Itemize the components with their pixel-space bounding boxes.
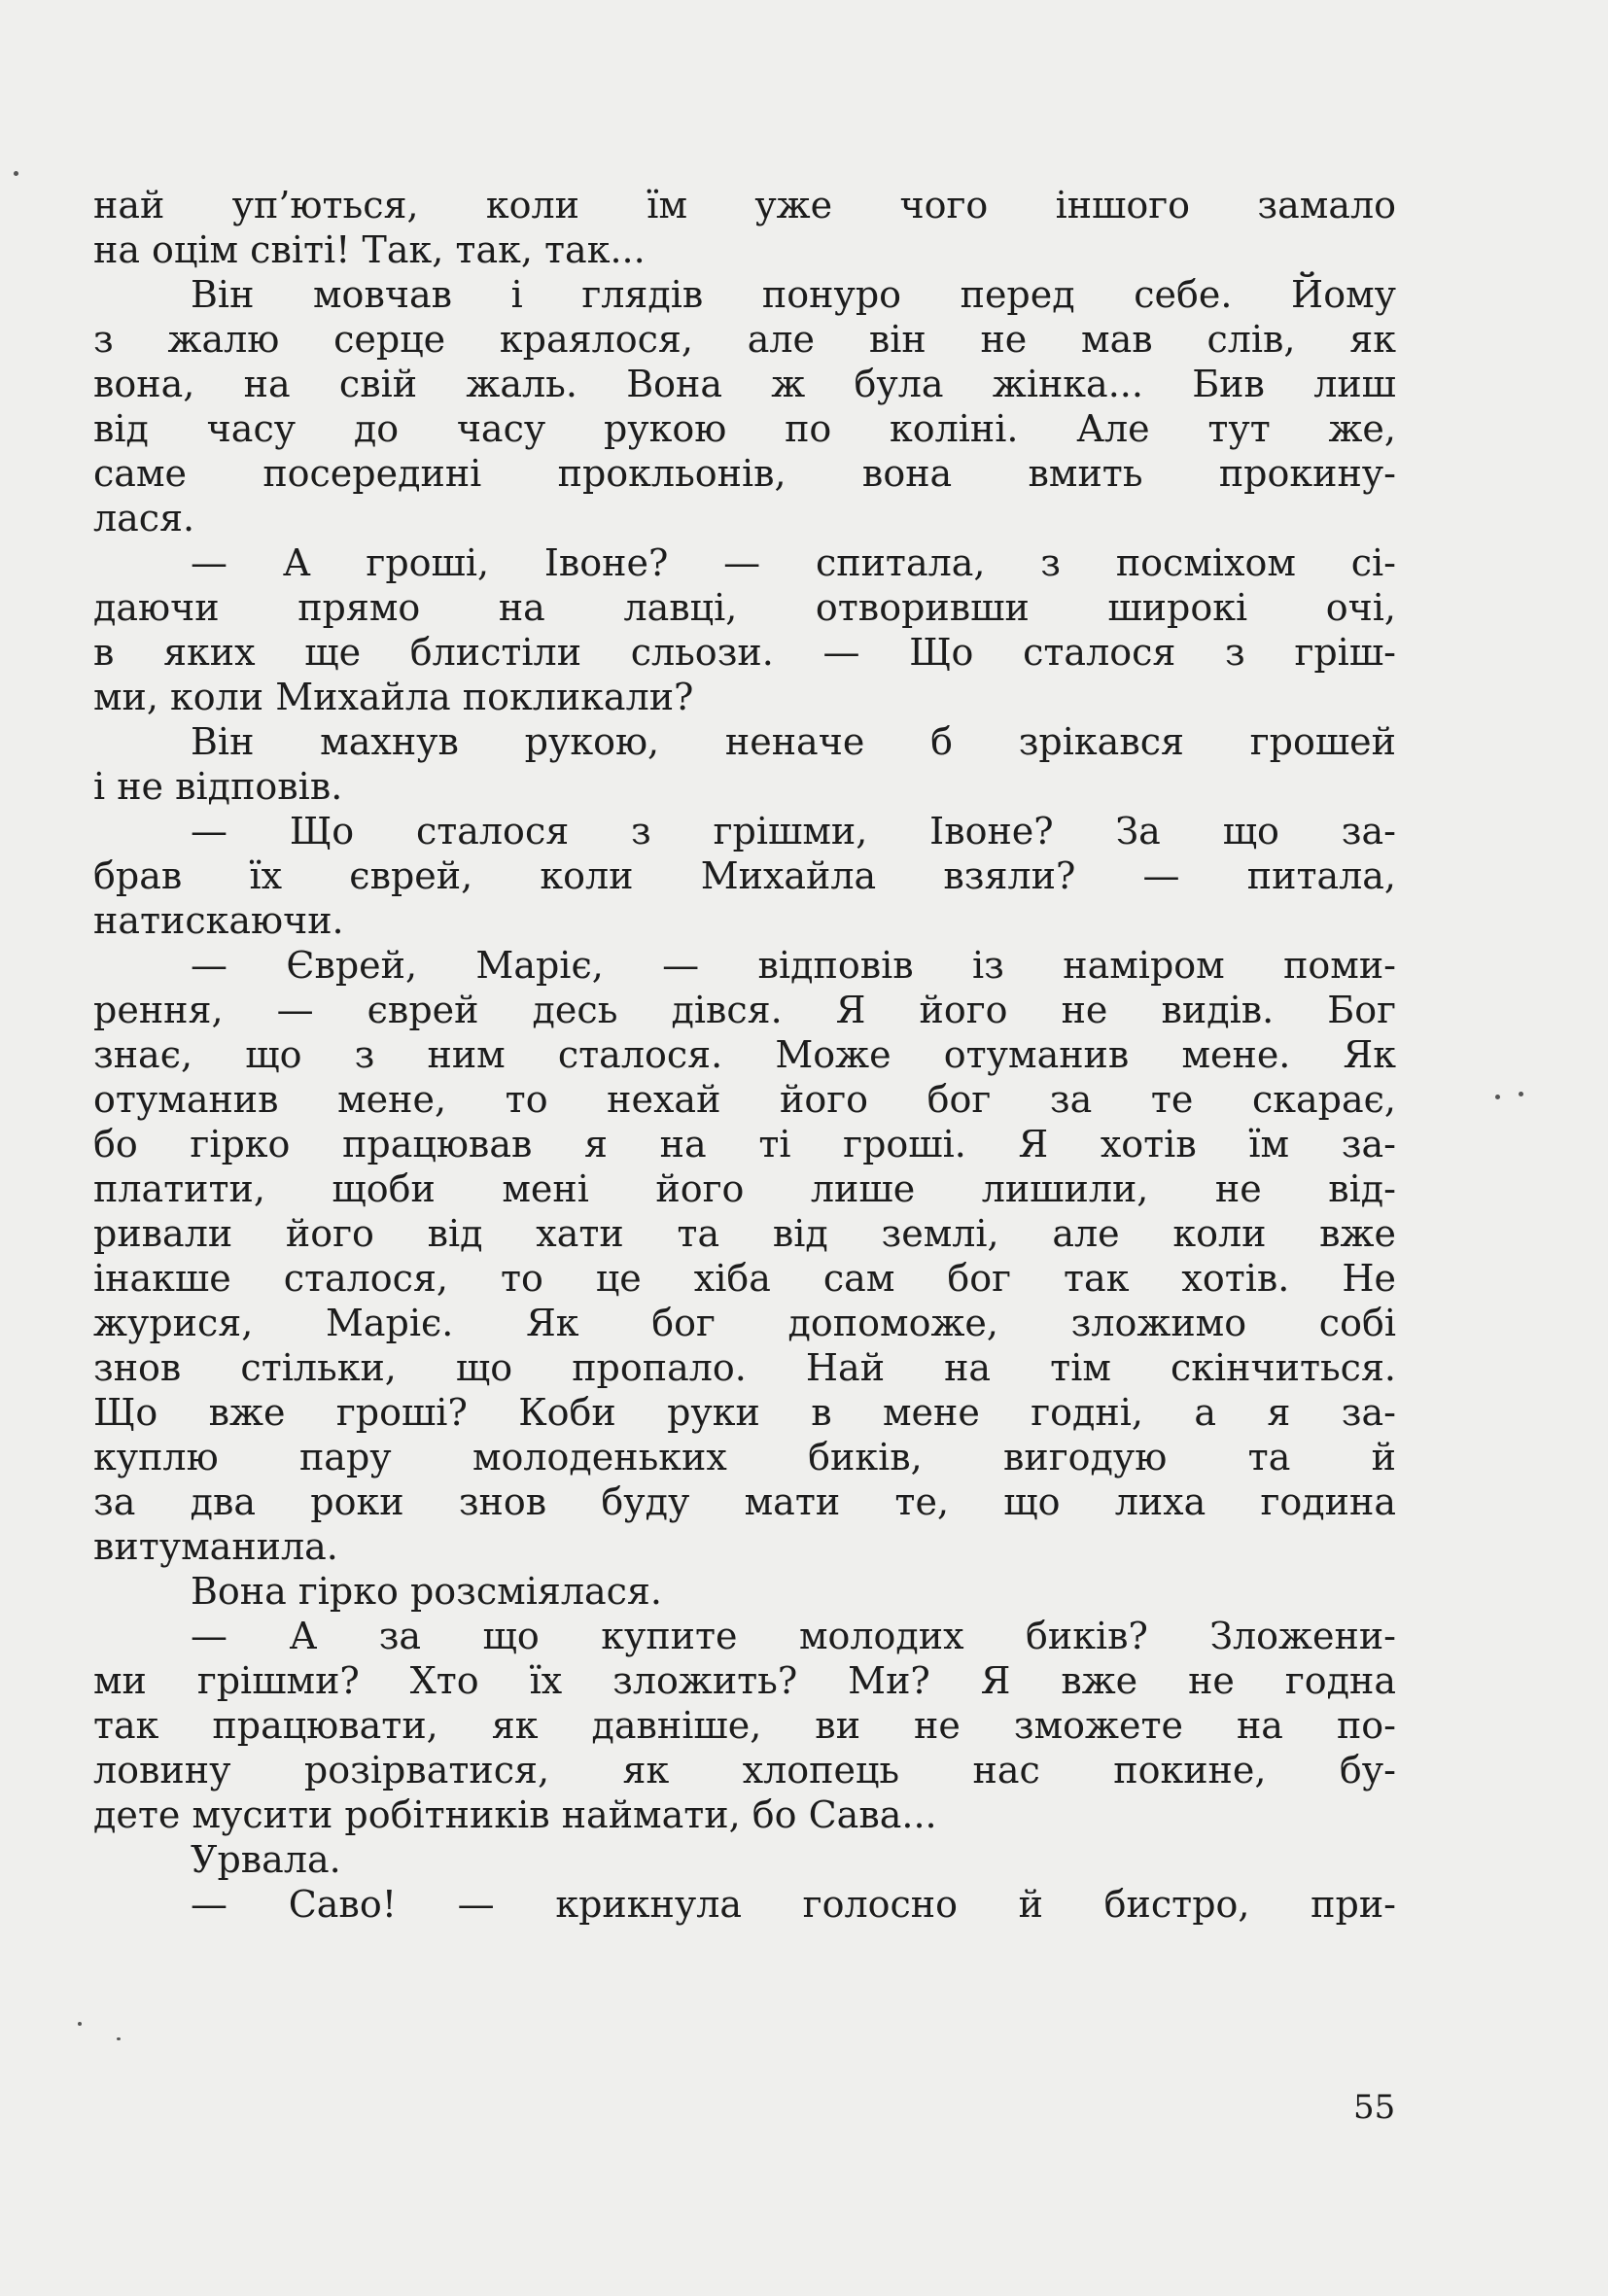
- text-line: куплю пару молоденьких биків, вигодую та й: [93, 1436, 1396, 1478]
- text-line: ми, коли Михайла покликали?: [93, 676, 694, 718]
- text-line: брав їх єврей, коли Михайла взяли? — питала,: [93, 854, 1396, 897]
- text-line: — Що сталося з грішми, Івоне? За що за-: [191, 810, 1396, 852]
- text-line: від часу до часу рукою по коліні. Але тут же,: [93, 407, 1396, 450]
- text-line: за два роки знов буду мати те, що лиха година: [93, 1480, 1396, 1523]
- decorative-speck: [14, 171, 18, 176]
- text-line: в яких ще блистіли сльози. — Що сталося з гріш-: [93, 631, 1396, 674]
- page-number: 55: [1353, 2088, 1396, 2127]
- text-line: знов стільки, що пропало. Най на тім скінчиться.: [93, 1346, 1396, 1389]
- text-line: ривали його від хати та від землі, але коли вже: [93, 1212, 1396, 1255]
- text-line: — А за що купите молодих биків? Зложени-: [191, 1615, 1396, 1657]
- text-line: так працювати, як давніше, ви не зможете на по-: [93, 1704, 1396, 1747]
- text-line: з жалю серце краялося, але він не мав слів, як: [93, 318, 1396, 361]
- text-line: — Саво! — крикнула голосно й бистро, при-: [191, 1883, 1396, 1926]
- text-line: Він махнув рукою, неначе б зрікався грошей: [191, 720, 1396, 763]
- text-line: на оцім світі! Так, так, так...: [93, 228, 646, 271]
- text-line: най уп’ються, коли їм уже чого іншого замало: [93, 184, 1396, 226]
- text-line: даючи прямо на лавці, отворивши широкі очі,: [93, 586, 1396, 629]
- text-line: саме посередині прокльонів, вона вмить прокину-: [93, 452, 1396, 495]
- decorative-speck: [78, 2022, 82, 2026]
- text-line: ми грішми? Хто їх зложить? Ми? Я вже не годна: [93, 1659, 1396, 1702]
- text-line: — Єврей, Маріє, — відповів із наміром поми-: [191, 944, 1396, 987]
- text-line: витуманила.: [93, 1525, 338, 1568]
- text-line: рення, — єврей десь дівся. Я його не видів. Бог: [93, 989, 1396, 1031]
- text-line: Він мовчав і глядів понуро перед себе. Йому: [191, 273, 1396, 316]
- text-line: ловину розірватися, як хлопець нас покине, бу-: [93, 1749, 1396, 1792]
- text-line: — А гроші, Івоне? — спитала, з посміхом сі-: [191, 541, 1396, 584]
- decorative-speck: [1519, 1092, 1523, 1096]
- text-line: вона, на свій жаль. Вона ж була жінка... Бив лиш: [93, 363, 1396, 405]
- text-line: знає, що з ним сталося. Може отуманив мене. Як: [93, 1033, 1396, 1076]
- decorative-speck: [117, 2037, 121, 2040]
- decorative-speck: [1495, 1095, 1500, 1099]
- body-text: [93, 183, 1396, 1927]
- text-line: лася.: [93, 497, 195, 539]
- text-line: Що вже гроші? Коби руки в мене годні, а я за-: [93, 1391, 1396, 1434]
- text-line: Вона гірко розсміялася.: [191, 1570, 662, 1613]
- text-line: натискаючи.: [93, 899, 344, 942]
- text-line: журися, Маріє. Як бог допоможе, зложимо собі: [93, 1302, 1396, 1344]
- text-line: дете мусити робітників наймати, бо Сава...: [93, 1793, 937, 1836]
- text-line: і не відповів.: [93, 765, 343, 808]
- text-line: отуманив мене, то нехай його бог за те скарає,: [93, 1078, 1396, 1121]
- text-line: Урвала.: [191, 1838, 341, 1881]
- text-line: платити, щоби мені його лише лишили, не від-: [93, 1167, 1396, 1210]
- text-line: бо гірко працював я на ті гроші. Я хотів їм за-: [93, 1123, 1396, 1165]
- text-line: інакше сталося, то це хіба сам бог так хотів. Не: [93, 1257, 1396, 1300]
